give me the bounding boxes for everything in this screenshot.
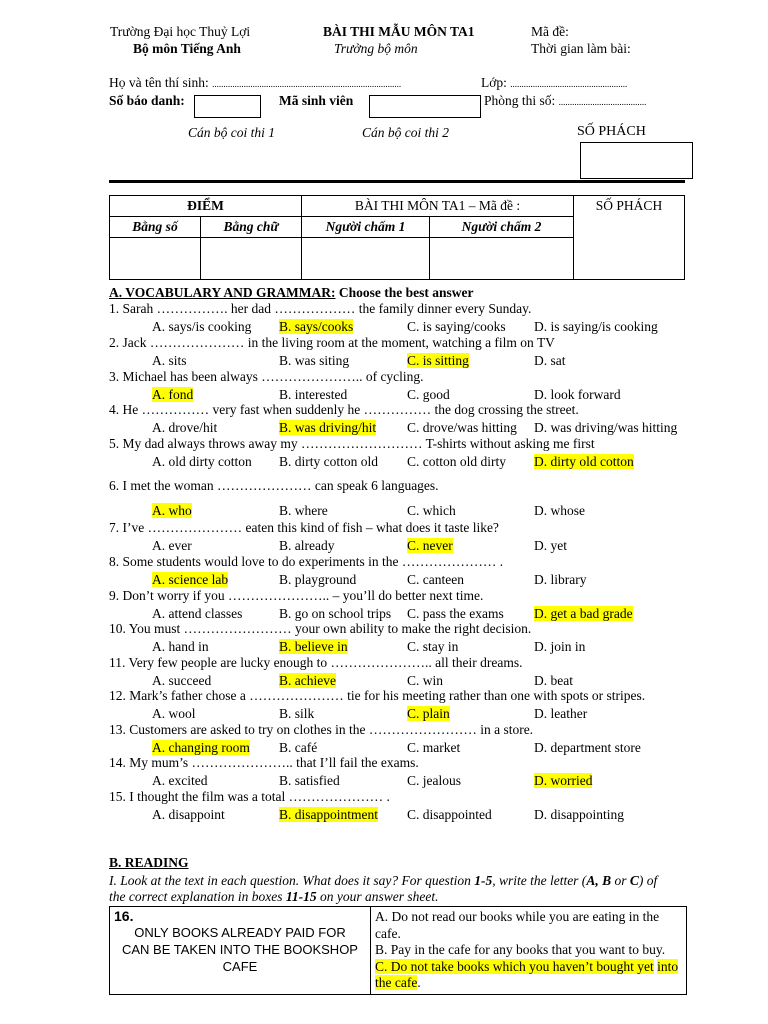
option-a[interactable]: A. Do not read our books while you are eating in the cafe.: [375, 909, 660, 941]
question-3-option-d[interactable]: D. look forward: [534, 387, 621, 402]
question-8-option-c[interactable]: C. canteen: [407, 572, 464, 587]
question-11-option-c[interactable]: C. win: [407, 673, 444, 688]
registration-number-box[interactable]: [194, 95, 261, 118]
time-label: Thời gian làm bài:: [531, 41, 631, 56]
question-1-option-c[interactable]: C. is saying/cooks: [407, 319, 506, 334]
question-5: 5. My dad always throws away my ……………………… T-shirts without asking me first: [109, 436, 595, 451]
question-12: 12. Mark’s father chose a ………………… tie for his meeting rather than one with spots or stripes.: [109, 688, 646, 703]
question-12-option-d[interactable]: D. leather: [534, 706, 588, 721]
question-13-option-b[interactable]: B. café: [279, 740, 318, 755]
score-number-cell[interactable]: [110, 238, 201, 280]
question-5-option-d[interactable]: D. dirty old cotton: [534, 454, 634, 469]
question-2-option-d[interactable]: D. sat: [534, 353, 566, 368]
question-2: 2. Jack ………………… in the living room at the moment, watching a film on TV: [109, 335, 555, 350]
grader-2-header: Người chấm 2: [430, 217, 574, 238]
question-6-option-a[interactable]: A. who: [152, 503, 192, 518]
section-a-title: A. VOCABULARY AND GRAMMAR: Choose the best answer: [109, 285, 474, 300]
answer-options: [371, 907, 687, 995]
question-9-option-c[interactable]: C. pass the exams: [407, 606, 504, 621]
divider-line: [109, 180, 685, 183]
score-table: [109, 195, 685, 280]
section-b-title: B. READING: [109, 855, 189, 870]
question-12-option-c[interactable]: C. plain: [407, 706, 450, 721]
reading-instruction-line-2: the correct explanation in boxes 11-15 on your answer sheet.: [109, 889, 439, 904]
exam-title: BÀI THI MẪU MÔN TA1: [323, 24, 475, 39]
question-3: 3. Michael has been always ………………….. of cycling.: [109, 369, 424, 384]
notice-text: ONLY BOOKS ALREADY PAID FOR CAN BE TAKEN INTO THE BOOKSHOP CAFE: [122, 925, 358, 974]
question-12-option-b[interactable]: B. silk: [279, 706, 315, 721]
class-dots[interactable]: ....................................................: [510, 79, 628, 89]
question-11-option-b[interactable]: B. achieve: [279, 673, 336, 688]
question-14-option-d[interactable]: D. worried: [534, 773, 593, 788]
question-13-option-a[interactable]: A. changing room: [152, 740, 250, 755]
department-name: Bộ môn Tiếng Anh: [133, 41, 241, 56]
question-2-option-a[interactable]: A. sits: [152, 353, 187, 368]
question-4-option-c[interactable]: C. drove/was hitting: [407, 420, 517, 435]
name-dots[interactable]: ....................................................................................: [212, 79, 402, 89]
so-phach-cell: SỐ PHÁCH: [574, 196, 685, 280]
question-8: 8. Some students would love to do experiments in the ………………… .: [109, 554, 504, 569]
question-number: 16.: [114, 908, 134, 924]
question-1-option-d[interactable]: D. is saying/is cooking: [534, 319, 658, 334]
score-in-number-header: Bằng số: [110, 217, 201, 238]
class-label: Lớp: ....................................................: [481, 75, 628, 90]
grader-1-header: Người chấm 1: [302, 217, 430, 238]
question-9-option-a[interactable]: A. attend classes: [152, 606, 243, 621]
question-3-option-c[interactable]: C. good: [407, 387, 450, 402]
question-11: 11. Very few people are lucky enough to ………………….. all their dreams.: [109, 655, 523, 670]
notice-cell: [110, 907, 371, 995]
question-2-option-b[interactable]: B. was siting: [279, 353, 350, 368]
score-header: ĐIỂM: [110, 196, 302, 217]
question-6-option-b[interactable]: B. where: [279, 503, 328, 518]
reading-question-16: [109, 906, 687, 995]
so-phach-box[interactable]: [580, 142, 693, 179]
question-7-option-c[interactable]: C. never: [407, 538, 453, 553]
question-1-option-a[interactable]: A. says/is cooking: [152, 319, 252, 334]
question-10: 10. You must …………………… your own ability to make the right decision.: [109, 621, 532, 636]
question-6-option-d[interactable]: D. whose: [534, 503, 585, 518]
question-10-option-a[interactable]: A. hand in: [152, 639, 209, 654]
question-10-option-d[interactable]: D. join in: [534, 639, 586, 654]
score-words-cell[interactable]: [201, 238, 302, 280]
question-7-option-b[interactable]: B. already: [279, 538, 335, 553]
question-4-option-b[interactable]: B. was driving/hit: [279, 420, 377, 435]
question-13: 13. Customers are asked to try on clothes in the …………………… in a store.: [109, 722, 534, 737]
question-4-option-a[interactable]: A. drove/hit: [152, 420, 218, 435]
question-15-option-b[interactable]: B. disappointment: [279, 807, 378, 822]
room-label: Phòng thi số: .......................................: [484, 93, 647, 108]
question-11-option-a[interactable]: A. succeed: [152, 673, 212, 688]
question-9-option-b[interactable]: B. go on school trips: [279, 606, 392, 621]
question-3-option-a[interactable]: A. fond: [152, 387, 194, 402]
question-9-option-d[interactable]: D. get a bad grade: [534, 606, 633, 621]
question-8-option-a[interactable]: A. science lab: [152, 572, 229, 587]
question-7: 7. I’ve ………………… eaten this kind of fish – what does it taste like?: [109, 520, 499, 535]
question-5-option-c[interactable]: C. cotton old dirty: [407, 454, 506, 469]
question-4: 4. He …………… very fast when suddenly he …………… the dog crossing the street.: [109, 402, 579, 417]
question-7-option-d[interactable]: D. yet: [534, 538, 567, 553]
registration-number-label: Số báo danh:: [109, 93, 185, 108]
score-in-words-header: Bằng chữ: [201, 217, 302, 238]
question-9: 9. Don’t worry if you ………………….. – you’ll do better next time.: [109, 588, 484, 603]
question-6-option-c[interactable]: C. which: [407, 503, 456, 518]
question-4-option-d[interactable]: D. was driving/was hitting: [534, 420, 678, 435]
question-11-option-d[interactable]: D. beat: [534, 673, 573, 688]
question-14-option-a[interactable]: A. excited: [152, 773, 208, 788]
question-8-option-d[interactable]: D. library: [534, 572, 587, 587]
candidate-name-label: Họ và tên thí sinh: ....................................................................................: [109, 75, 402, 90]
student-id-box[interactable]: [369, 95, 481, 118]
school-name: Trường Đại học Thuỷ Lợi: [110, 24, 251, 39]
student-id-label: Mã sinh viên: [279, 93, 354, 108]
exam-code-label: Mã đề:: [531, 24, 569, 39]
proctor-1-label: Cán bộ coi thi 1: [188, 125, 275, 140]
reading-instruction-line-1: I. Look at the text in each question. What does it say? For question 1-5, write the letter (A, B or C) of: [109, 873, 658, 888]
exam-header: BÀI THI MÔN TA1 – Mã đề :: [302, 196, 574, 217]
question-14: 14. My mum’s ………………….. that I’ll fail the exams.: [109, 755, 419, 770]
question-7-option-a[interactable]: A. ever: [152, 538, 192, 553]
question-15-option-d[interactable]: D. disappointing: [534, 807, 624, 822]
head-of-department: Trưởng bộ môn: [334, 41, 418, 56]
question-1: 1. Sarah ……………. her dad ……………… the family dinner every Sunday.: [109, 301, 532, 316]
question-15: 15. I thought the film was a total ………………… .: [109, 789, 390, 804]
question-10-option-b[interactable]: B. believe in: [279, 639, 348, 654]
question-15-option-c[interactable]: C. disappointed: [407, 807, 492, 822]
question-10-option-c[interactable]: C. stay in: [407, 639, 459, 654]
question-6: 6. I met the woman ………………… can speak 6 languages.: [109, 478, 439, 493]
question-1-option-b[interactable]: B. says/cooks: [279, 319, 354, 334]
grader-1-cell[interactable]: [302, 238, 430, 280]
question-2-option-c[interactable]: C. is sitting: [407, 353, 469, 368]
question-5-option-b[interactable]: B. dirty cotton old: [279, 454, 378, 469]
question-12-option-a[interactable]: A. wool: [152, 706, 196, 721]
question-5-option-a[interactable]: A. old dirty cotton: [152, 454, 252, 469]
so-phach-label: SỐ PHÁCH: [577, 124, 646, 139]
question-15-option-a[interactable]: A. disappoint: [152, 807, 225, 822]
grader-2-cell[interactable]: [430, 238, 574, 280]
option-c[interactable]: C. Do not take books which you haven’t bought yet into the cafe.: [375, 958, 679, 990]
question-13-option-d[interactable]: D. department store: [534, 740, 641, 755]
option-b[interactable]: B. Pay in the cafe for any books that you want to buy.: [375, 942, 666, 957]
question-14-option-c[interactable]: C. jealous: [407, 773, 461, 788]
question-3-option-b[interactable]: B. interested: [279, 387, 348, 402]
question-13-option-c[interactable]: C. market: [407, 740, 461, 755]
question-14-option-b[interactable]: B. satisfied: [279, 773, 340, 788]
proctor-2-label: Cán bộ coi thi 2: [362, 125, 449, 140]
room-dots[interactable]: .......................................: [558, 97, 647, 107]
question-8-option-b[interactable]: B. playground: [279, 572, 357, 587]
